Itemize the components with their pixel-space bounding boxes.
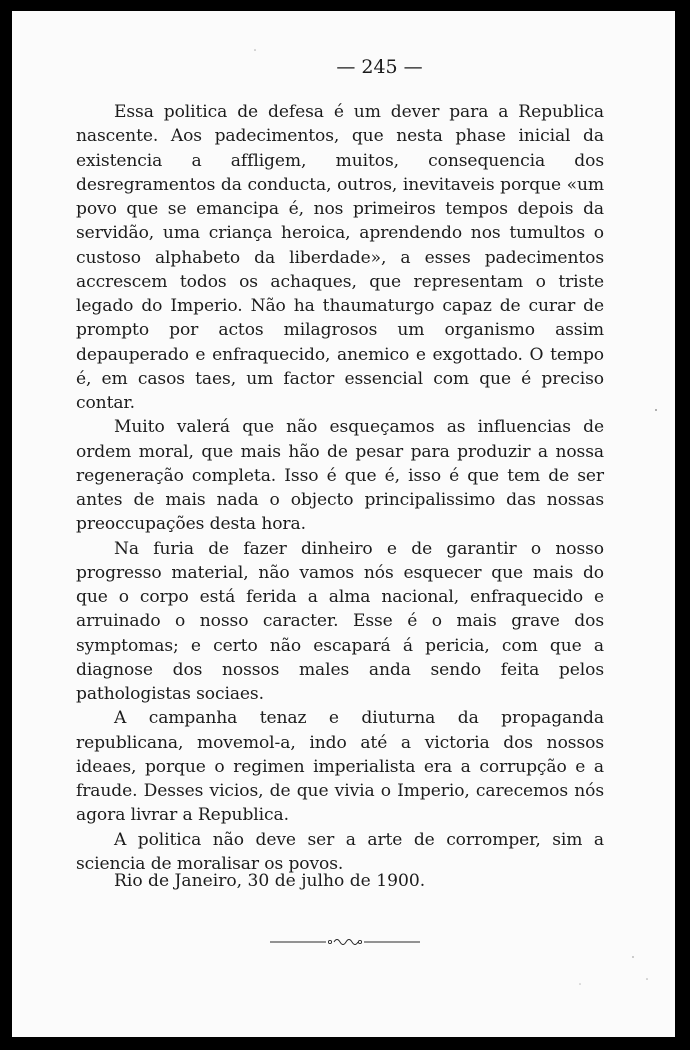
page-number: — 245 — [336,56,423,78]
paragraph: Na furia de fazer dinheiro e de garantir o nosso progresso material, não vamos nós esquecer que mais do que o corpo está ferida a alma nacional, enfraquecido e arruinado o nosso caracter. Esse é o mais grave dos symptomas; e certo não escapará á pericia, com que a diagnose dos nossos males anda sendo feita pelos pathologistas sociaes. [76,538,604,704]
paragraph: Muito valerá que não esqueçamos as influencias de ordem moral, que mais hão de pesar para produzir a nossa regeneração completa. Isso é que é, isso é que tem de ser antes de mais nada o objecto principalissimo das nossas preoccupações desta hora. [76,417,604,535]
body-text [76,100,604,876]
paragraph: A politica não deve ser a arte de corromper, sim a sciencia de moralisar os povos. [76,829,604,874]
paragraph: Essa politica de defesa é um dever para a Republica nascente. Aos padecimentos, que nesta phase inicial da existencia a affligem, muitos, consequencia dos desregramentos da conducta, outros, inevitaveis porque «um povo que se emancipa é, nos primeiros tempos depois da servidão, uma criança heroica, aprendendo nos tumultos o custoso alphabeto da liberdade», a esses padecimentos accrescem todos os achaques, que representam o triste legado do Imperio. Não ha thaumaturgo capaz de curar de prompto por actos milagrosos um organismo assim depauperado e enfraquecido, anemico e exgottado. O tempo é, em casos taes, um factor essencial com que é preciso contar. [76,102,604,413]
paragraph: A campanha tenaz e diuturna da propaganda republicana, movemol-a, indo até a victoria dos nossos ideaes, porque o regimen imperialista era a corrupção e a fraude. Desses vicios, de que vivia o Imperio, carecemos nós agora livrar a Republica. [76,708,604,826]
document-page [12,11,675,1037]
ornamental-rule-icon [270,935,420,949]
place-date-signoff: Rio de Janeiro, 30 de julho de 1900. [114,871,426,891]
